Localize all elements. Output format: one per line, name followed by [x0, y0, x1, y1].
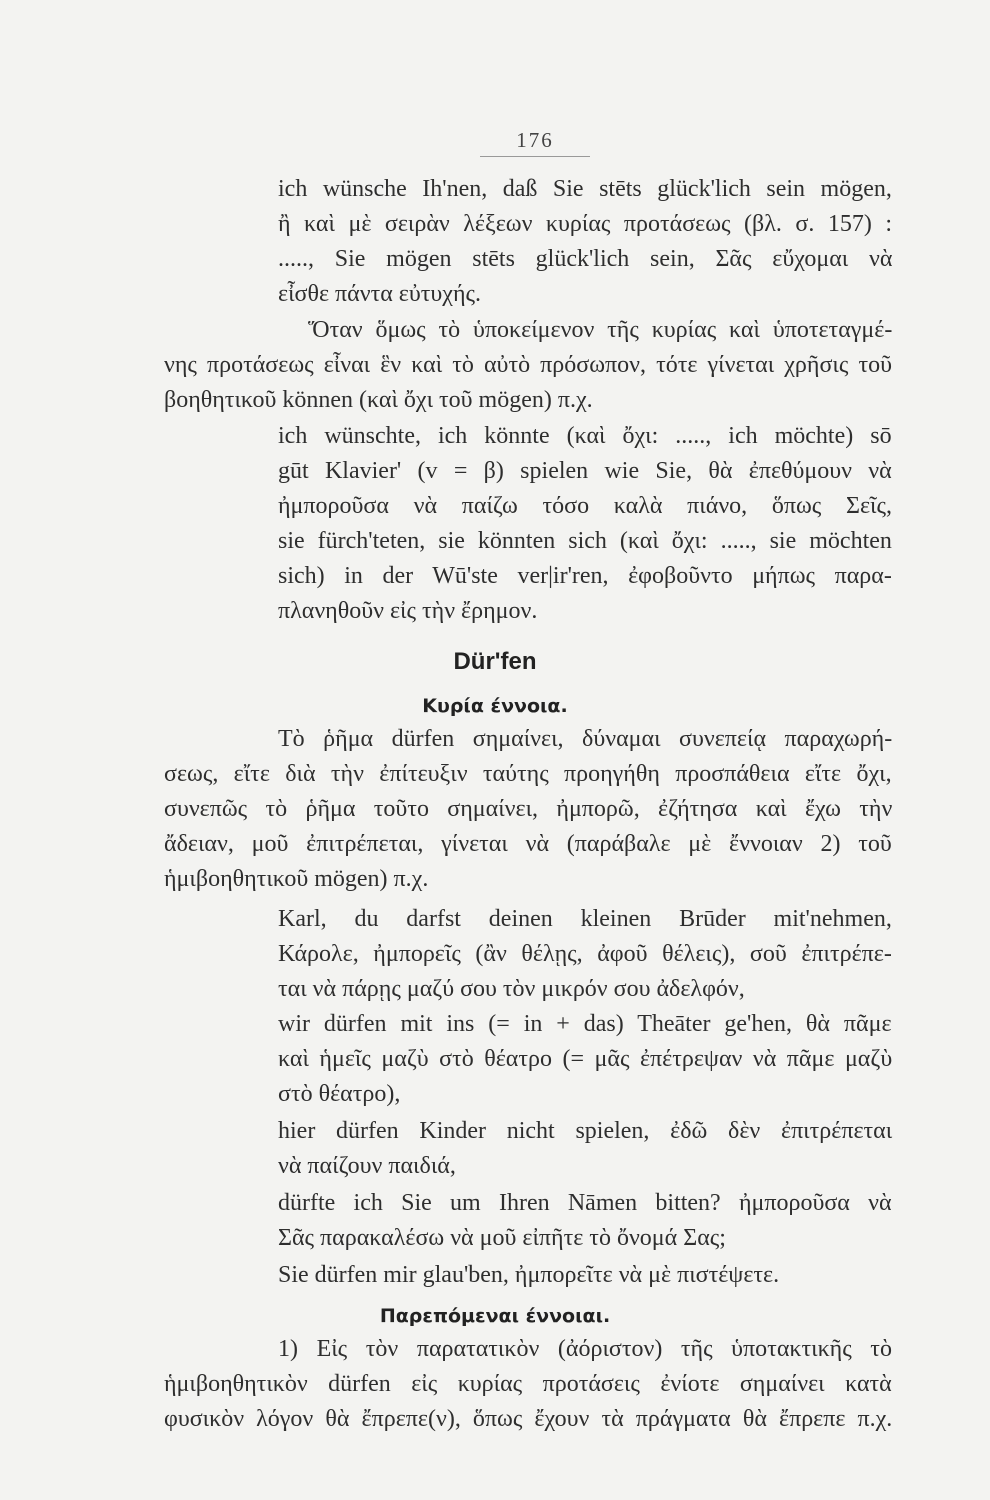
text-line: φυσικὸν λόγον θὰ ἔπρεπε(ν), ὅπως ἔχουν τὰ πράγματα θὰ ἔπρεπε π.χ.	[164, 1406, 893, 1432]
text-line: Κάρολε, ἠμπορεῖς (ἂν θέλῃς, ἀφοῦ θέλεις), σοῦ ἐπιτρέπε-	[278, 941, 892, 967]
text-line: sie fürch'teten, sie könnten sich (καὶ ὄχι: ....., sie möchten	[278, 528, 892, 554]
text-line: συνεπῶς τὸ ῥῆμα τοῦτο σημαίνει, ἠμπορῶ, ἐζήτησα καὶ ἔχω τὴν	[164, 796, 893, 822]
text-line: σεως, εἴτε διὰ τὴν ἐπίτευξιν ταύτης προηγήθη προσπάθεια εἴτε ὄχι,	[164, 761, 892, 787]
text-line: ἄδειαν, μοῦ ἐπιτρέπεται, γίνεται νὰ (παράβαλε μὲ ἔννοιαν 2) τοῦ	[164, 831, 892, 857]
text-line: ἡμιβοηθητικὸν dürfen εἰς κυρίας προτάσεις ἐνίοτε σημαίνει κατὰ	[164, 1371, 892, 1397]
text-line: νης προτάσεως εἶναι ἓν καὶ τὸ αὐτὸ πρόσωπον, τότε γίνεται χρῆσις τοῦ	[164, 352, 892, 378]
text-line: 1) Εἰς τὸν παρατατικὸν (ἀόριστον) τῆς ὑποτακτικῆς τὸ	[278, 1336, 892, 1362]
text-line: sich) in der Wū'ste ver|ir'ren, ἐφοβοῦντο μήπως παρα-	[278, 563, 892, 589]
text-line: ἢ καὶ μὲ σειρὰν λέξεων κυρίας προτάσεως (βλ. σ. 157) :	[278, 211, 892, 237]
text-line: Karl, du darfst deinen kleinen Brūder mit'nehmen,	[278, 906, 892, 932]
text-line: Σᾶς παρακαλέσω νὰ μοῦ εἰπῆτε τὸ ὄνομά Σας;	[278, 1225, 726, 1251]
text-line: στὸ θέατρο),	[278, 1081, 401, 1107]
text-line: wir dürfen mit ins (= in + das) Theāter ge'hen, θὰ πᾶμε	[278, 1011, 892, 1037]
text-line: βοηθητικοῦ können (καὶ ὄχι τοῦ mögen) π.χ.	[164, 387, 593, 413]
text-line: hier dürfen Kinder nicht spielen, ἐδῶ δὲν ἐπιτρέπεται	[278, 1118, 893, 1144]
text-line: πλανηθοῦν εἰς τὴν ἔρημον.	[278, 598, 538, 624]
text-line: ich wünschte, ich könnte (καὶ ὄχι: ....., ich möchte) sō	[278, 423, 892, 449]
text-line: Ὅταν ὅμως τὸ ὑποκείμενον τῆς κυρίας καὶ ὑποτεταγμέ-	[308, 317, 893, 343]
text-line: ἠμποροῦσα νὰ παίζω τόσο καλὰ πιάνο, ὅπως Σεῖς,	[278, 493, 893, 519]
text-line: dürfte ich Sie um Ihren Nāmen bitten? ἠμποροῦσα νὰ	[278, 1190, 892, 1216]
page-number-rule	[480, 156, 590, 157]
text-line: Τὸ ῥῆμα dürfen σημαίνει, δύναμαι συνεπείᾳ παραχωρή-	[278, 726, 893, 752]
text-line: ται νὰ πάρῃς μαζύ σου τὸν μικρόν σου ἀδελφόν,	[278, 976, 745, 1002]
text-line: ich wünsche Ih'nen, daß Sie stēts glück'lich sein mögen,	[278, 176, 892, 202]
text-line: νὰ παίζουν παιδιά,	[278, 1153, 456, 1179]
page-number: 176	[516, 128, 554, 152]
sub-heading: Παρεπόμεναι έννοιαι.	[379, 1305, 611, 1327]
text-line: καὶ ἡμεῖς μαζὺ στὸ θέατρο (= μᾶς ἐπέτρεψαν νὰ πᾶμε μαζὺ	[278, 1046, 893, 1072]
section-heading: Dür'fen	[453, 648, 537, 675]
text-line: gūt Klavier' (v = β) spielen wie Sie, θὰ ἐπεθύμουν νὰ	[278, 458, 892, 484]
text-line: Sie dürfen mir glau'ben, ἠμπορεῖτε νὰ μὲ πιστέψετε.	[278, 1262, 780, 1288]
text-line: εἶσθε πάντα εὐτυχής.	[278, 281, 482, 307]
text-line: ....., Sie mögen stēts glück'lich sein, Σᾶς εὔχομαι νὰ	[278, 246, 893, 272]
sub-heading: Κυρία έννοια.	[422, 695, 568, 717]
text-line: ἡμιβοηθητικοῦ mögen) π.χ.	[164, 866, 429, 892]
